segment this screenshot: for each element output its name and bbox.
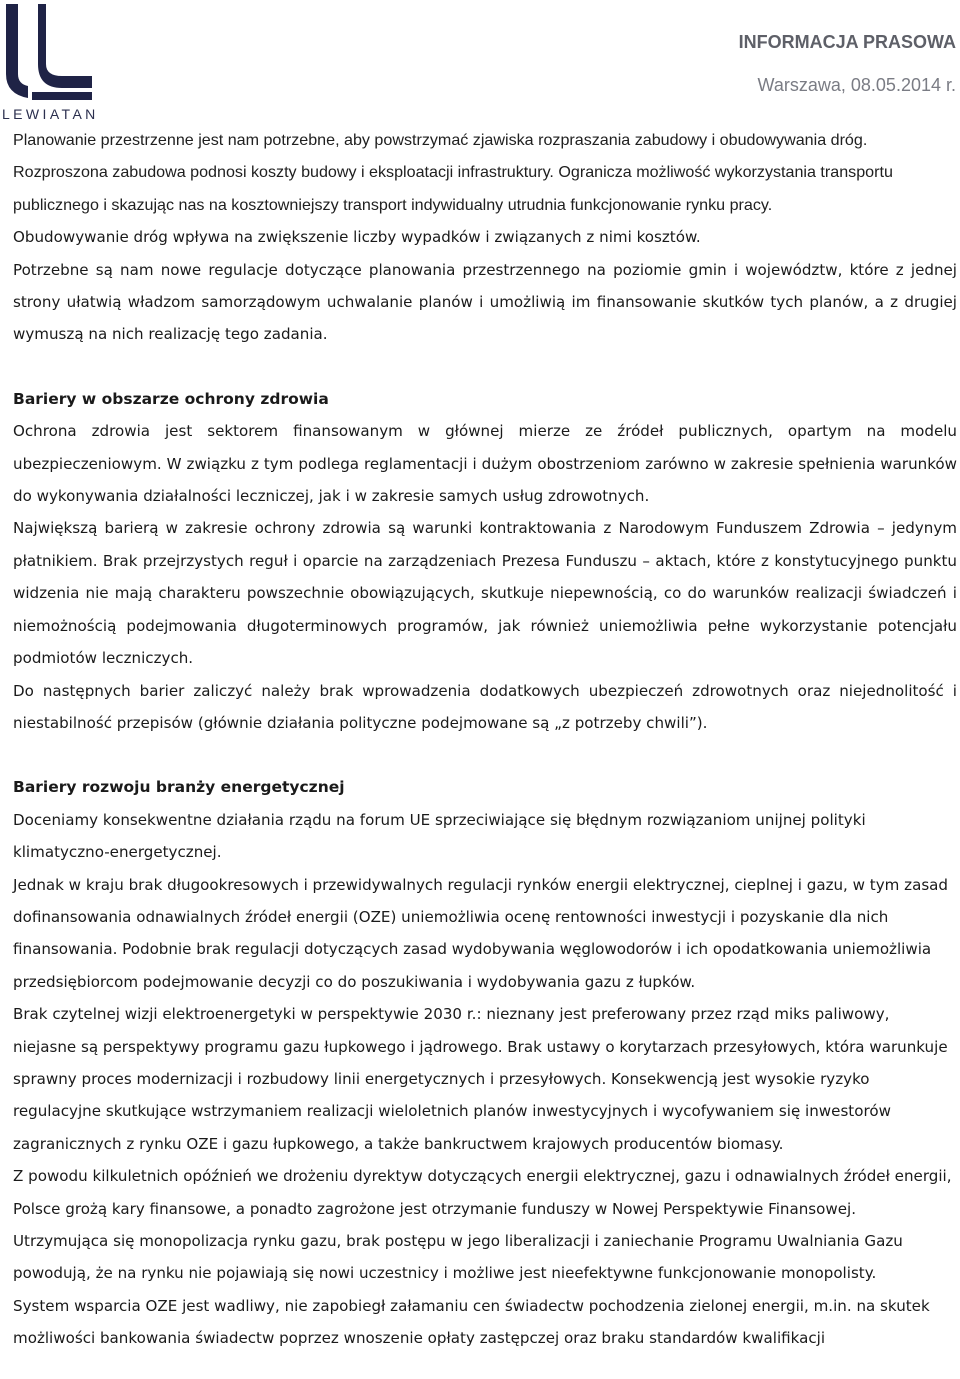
health-paragraph-3: Do następnych barier zaliczyć należy brak wprowadzenia dodatkowych ubezpieczeń zdrowotnych oraz niejednolitość i niestabilność przepisów (głównie działania polityczne podejmowane są „z potrzeby chwili”). xyxy=(13,681,957,732)
energy-paragraph-1: Doceniamy konsekwentne działania rządu na forum UE sprzeciwiające się błędnym rozwiązaniom unijnej polityki klimatyczno-energetycznej. xyxy=(13,810,866,862)
energy-paragraph-2: Jednak w kraju brak długookresowych i przewidywalnych regulacji rynków energii elektrycznej, cieplnej i gazu, w tym zasad dofinansowania odnawialnych źródeł energii (OZE) uniemożliwia ocenę rentowności inwestycji i pozyskanie dla nich finansowania. Podobnie brak regulacji dotyczących zasad wydobywania węglowodorów i ich opodatkowania uniemożliwia przedsiębiorcom podejmowanie decyzji co do poszukiwania i wydobywania gazu z łupków. xyxy=(13,875,949,991)
health-paragraph-1: Ochrona zdrowia jest sektorem finansowanym w głównej mierze ze źródeł publicznych, opartym na modelu ubezpieczeniowym. W związku z tym podlega reglamentacji i dużym obostrzeniom zarówno w zakresie spełnienia warunków do wykonywania działalności leczniczej, jak i w zakresie samych usług zdrowotnych. xyxy=(13,422,957,506)
intro-paragraph-2: Obudowywanie dróg wpływa na zwiększenie liczby wypadków i związanych z nimi kosztów. xyxy=(13,228,701,247)
page-header xyxy=(0,0,960,122)
section-heading-energy: Bariery rozwoju branży energetycznej xyxy=(13,778,345,797)
energy-paragraph-5: Utrzymująca się monopolizacja rynku gazu, brak postępu w jego liberalizacji i zaniechanie Programu Uwalniania Gazu powodują, że na rynku nie pojawiają się nowi uczestnicy i możliwe jest nieefektywne funkcjonowanie monopolisty. xyxy=(13,1232,903,1283)
section-heading-health: Bariery w obszarze ochrony zdrowia xyxy=(13,389,329,408)
intro-paragraph-3: Potrzebne są nam nowe regulacje dotyczące planowania przestrzennego na poziomie gmin i województw, które z jednej strony ułatwią władzom samorządowym uchwalanie planów i umożliwią im finansowanie skutków tych planów, a z drugiej wymuszą na nich realizację tego zadania. xyxy=(13,260,957,344)
lewiatan-logo xyxy=(2,4,98,122)
section-spacer xyxy=(13,739,957,771)
document-body xyxy=(13,124,957,1355)
energy-paragraph-4: Z powodu kilkuletnich opóźnień we drożeniu dyrektyw dotyczących energii elektrycznej, gazu i odnawialnych źródeł energii, Polsce grożą kary finansowe, a ponadto zagrożone jest otrzymanie funduszy w Nowej Perspektywie Finansowej. xyxy=(13,1167,952,1218)
section-spacer xyxy=(13,351,957,383)
health-paragraph-2: Największą barierą w zakresie ochrony zdrowia są warunki kontraktowania z Narodowym Funduszem Zdrowia – jedynym płatnikiem. Brak przejrzystych reguł i oparcie na zarządzeniach Prezesa Funduszu – aktach, które z konstytucyjnego punktu widzenia nie mają charakteru powszechnie obowiązujących, skutkuje niepewnością, co do warunków realizacji świadczeń i niemożnością podejmowania długoterminowych programów, jak również uniemożliwia pełne wykorzystanie potencjału podmiotów leczniczych. xyxy=(13,519,957,668)
intro-paragraph-1: Planowanie przestrzenne jest nam potrzebne, aby powstrzymać zjawiska rozpraszania zabudowy i obudowywania dróg. Rozproszona zabudowa podnosi koszty budowy i eksploatacji infrastruktury. Ogranicza możliwość wykorzystania transportu publicznego i skazując nas na kosztowniejszy transport indywidualny utrudnia funkcjonowanie rynku pracy. xyxy=(13,131,893,214)
document-date: Warszawa, 08.05.2014 r. xyxy=(757,75,956,95)
lewiatan-logo-mark xyxy=(2,4,98,108)
logo-wordmark: LEWIATAN xyxy=(2,106,99,122)
document-type-label: INFORMACJA PRASOWA xyxy=(738,32,956,52)
energy-paragraph-3: Brak czytelnej wizji elektroenergetyki w perspektywie 2030 r.: nieznany jest preferowany przez rząd miks paliwowy, niejasne są perspektywy programu gazu łupkowego i jądrowego. Brak ustawy o korytarzach przesyłowych, która warunkuje sprawny proces modernizacji i rozbudowy linii energetycznych i przesyłowych. Konsekwencją jest wysokie ryzyko regulacyjne skutkujące wstrzymaniem realizacji wieloletnich planów inwestycyjnych i wycofywaniem się inwestorów zagranicznych z rynku OZE i gazu łupkowego, a także bankructwem krajowych producentów biomasy. xyxy=(13,1005,948,1153)
energy-paragraph-6: System wsparcia OZE jest wadliwy, nie zapobiegł załamaniu cen świadectw pochodzenia zielonej energii, m.in. na skutek możliwości bankowania świadectw poprzez wnoszenie opłaty zastępczej oraz braku standardów kwalifikacji xyxy=(13,1296,930,1348)
